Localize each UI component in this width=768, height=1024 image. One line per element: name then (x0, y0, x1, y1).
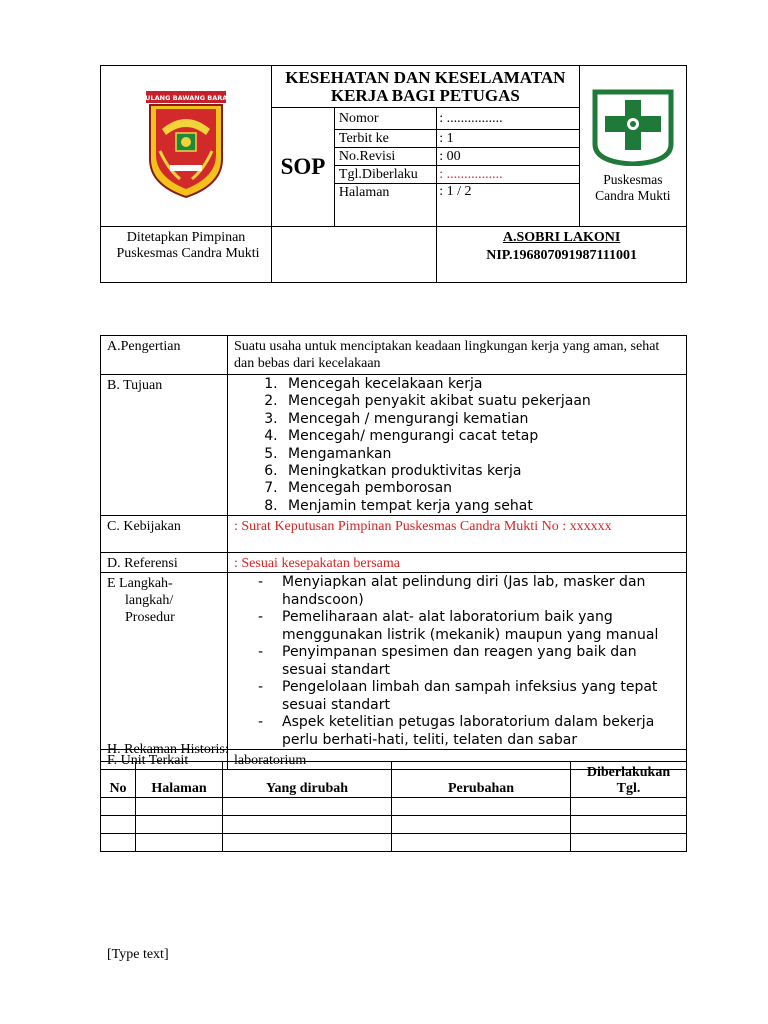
referensi-text: : Sesuai kesepakatan bersama (228, 553, 687, 573)
info-value-halaman: : 1 / 2 (437, 184, 580, 227)
history-col-yang-dirubah: Yang dirubah (223, 762, 392, 798)
tujuan-item: 1. Mencegah kecelakaan kerja (282, 376, 682, 393)
info-label-terbit: Terbit ke (334, 130, 436, 148)
puskesmas-name-line-2: Candra Mukti (595, 188, 671, 203)
history-row (101, 798, 687, 816)
info-value-tgl: : ................ (437, 166, 580, 184)
referensi-label: D. Referensi (101, 553, 228, 573)
tujuan-item: 8. Menjamin tempat kerja yang sehat (282, 498, 682, 515)
history-col-perubahan: Perubahan (392, 762, 571, 798)
kebijakan-text: : Surat Keputusan Pimpinan Puskesmas Candra Mukti No : xxxxxx (228, 516, 687, 553)
history-row (101, 816, 687, 834)
signature-blank (272, 227, 437, 283)
pengertian-text: Suatu usaha untuk menciptakan keadaan lingkungan kerja yang aman, sehat dan bebas dari kecelakaan (228, 336, 687, 375)
langkah-item: - Menyiapkan alat pelindung diri (Jas lab, masker dan handscoon) (258, 574, 682, 609)
history-row (101, 834, 687, 852)
history-col-no: No (101, 762, 136, 798)
langkah-item: - Penyimpanan spesimen dan reagen yang baik dan sesuai standart (258, 644, 682, 679)
signer-cell (437, 227, 687, 283)
sop-label: SOP (272, 108, 335, 227)
unit-label: F. Unit Terkait (101, 750, 228, 770)
info-value-nomor: : ................ (437, 108, 580, 130)
puskesmas-cross-icon (591, 88, 675, 166)
history-col-diberlakukan-2: Tgl. (616, 781, 641, 796)
kebijakan-label: C. Kebijakan (101, 516, 228, 553)
regency-emblem-icon (144, 89, 228, 199)
tujuan-item: 7. Mencegah pemborosan (282, 480, 682, 497)
langkah-label-2: langkah/ (125, 593, 174, 609)
tujuan-list (234, 376, 682, 515)
history-col-diberlakukan (571, 762, 687, 798)
tujuan-cell (228, 375, 687, 516)
svg-text:TULANG BAWANG BARAT: TULANG BAWANG BARAT (144, 93, 228, 102)
langkah-item: - Aspek ketelitian petugas laboratorium dalam bekerja perlu berhati-hati, teliti, telaten dan sabar (258, 714, 682, 749)
puskesmas-logo-cell (579, 66, 686, 227)
langkah-item: - Pemeliharaan alat- alat laboratorium baik yang menggunakan listrik (mekanik) maupun yang manual (258, 609, 682, 644)
puskesmas-name-line-1: Puskesmas (603, 172, 663, 187)
langkah-label (101, 573, 228, 750)
pengertian-label: A.Pengertian (101, 336, 228, 375)
signer-name: A.SOBRI LAKONI (502, 230, 621, 245)
unit-text: laboratorium (228, 750, 687, 770)
langkah-list (234, 574, 682, 749)
info-label-nomor: Nomor (334, 108, 436, 130)
footer-placeholder: [Type text] (107, 947, 169, 962)
tujuan-item: 5. Mengamankan (282, 446, 682, 463)
tujuan-item: 4. Mencegah/ mengurangi cacat tetap (282, 428, 682, 445)
title-line-2: KERJA BAGI PETUGAS (330, 85, 520, 105)
ditetapkan-line-1: Ditetapkan Pimpinan (126, 230, 246, 245)
history-col-diberlakukan-1: Diberlakukan (586, 765, 671, 780)
tujuan-label: B. Tujuan (101, 375, 228, 516)
tujuan-item: 3. Mencegah / mengurangi kematian (282, 411, 682, 428)
langkah-label-1: E Langkah- (107, 576, 173, 592)
document-title (272, 66, 580, 108)
title-line-1: KESEHATAN DAN KESELAMATAN (285, 67, 566, 87)
signer-nip: NIP.196807091987111001 (486, 248, 637, 263)
history-table (100, 761, 687, 852)
history-title: H. Rekaman Historis: (107, 742, 229, 757)
info-label-tgl: Tgl.Diberlaku (334, 166, 436, 184)
info-label-revisi: No.Revisi (334, 148, 436, 166)
regency-logo-cell (101, 66, 272, 227)
langkah-label-3: Prosedur (125, 610, 175, 626)
sop-content-table (100, 335, 687, 770)
ditetapkan-line-2: Puskesmas Candra Mukti (116, 246, 260, 261)
info-value-revisi: : 00 (437, 148, 580, 166)
history-col-halaman: Halaman (136, 762, 223, 798)
info-label-halaman: Halaman (334, 184, 436, 227)
langkah-item: - Pengelolaan limbah dan sampah infeksius yang tepat sesuai standart (258, 679, 682, 714)
info-value-terbit: : 1 (437, 130, 580, 148)
tujuan-item: 6. Meningkatkan produktivitas kerja (282, 463, 682, 480)
langkah-cell (228, 573, 687, 750)
tujuan-item: 2. Mencegah penyakit akibat suatu pekerjaan (282, 393, 682, 410)
